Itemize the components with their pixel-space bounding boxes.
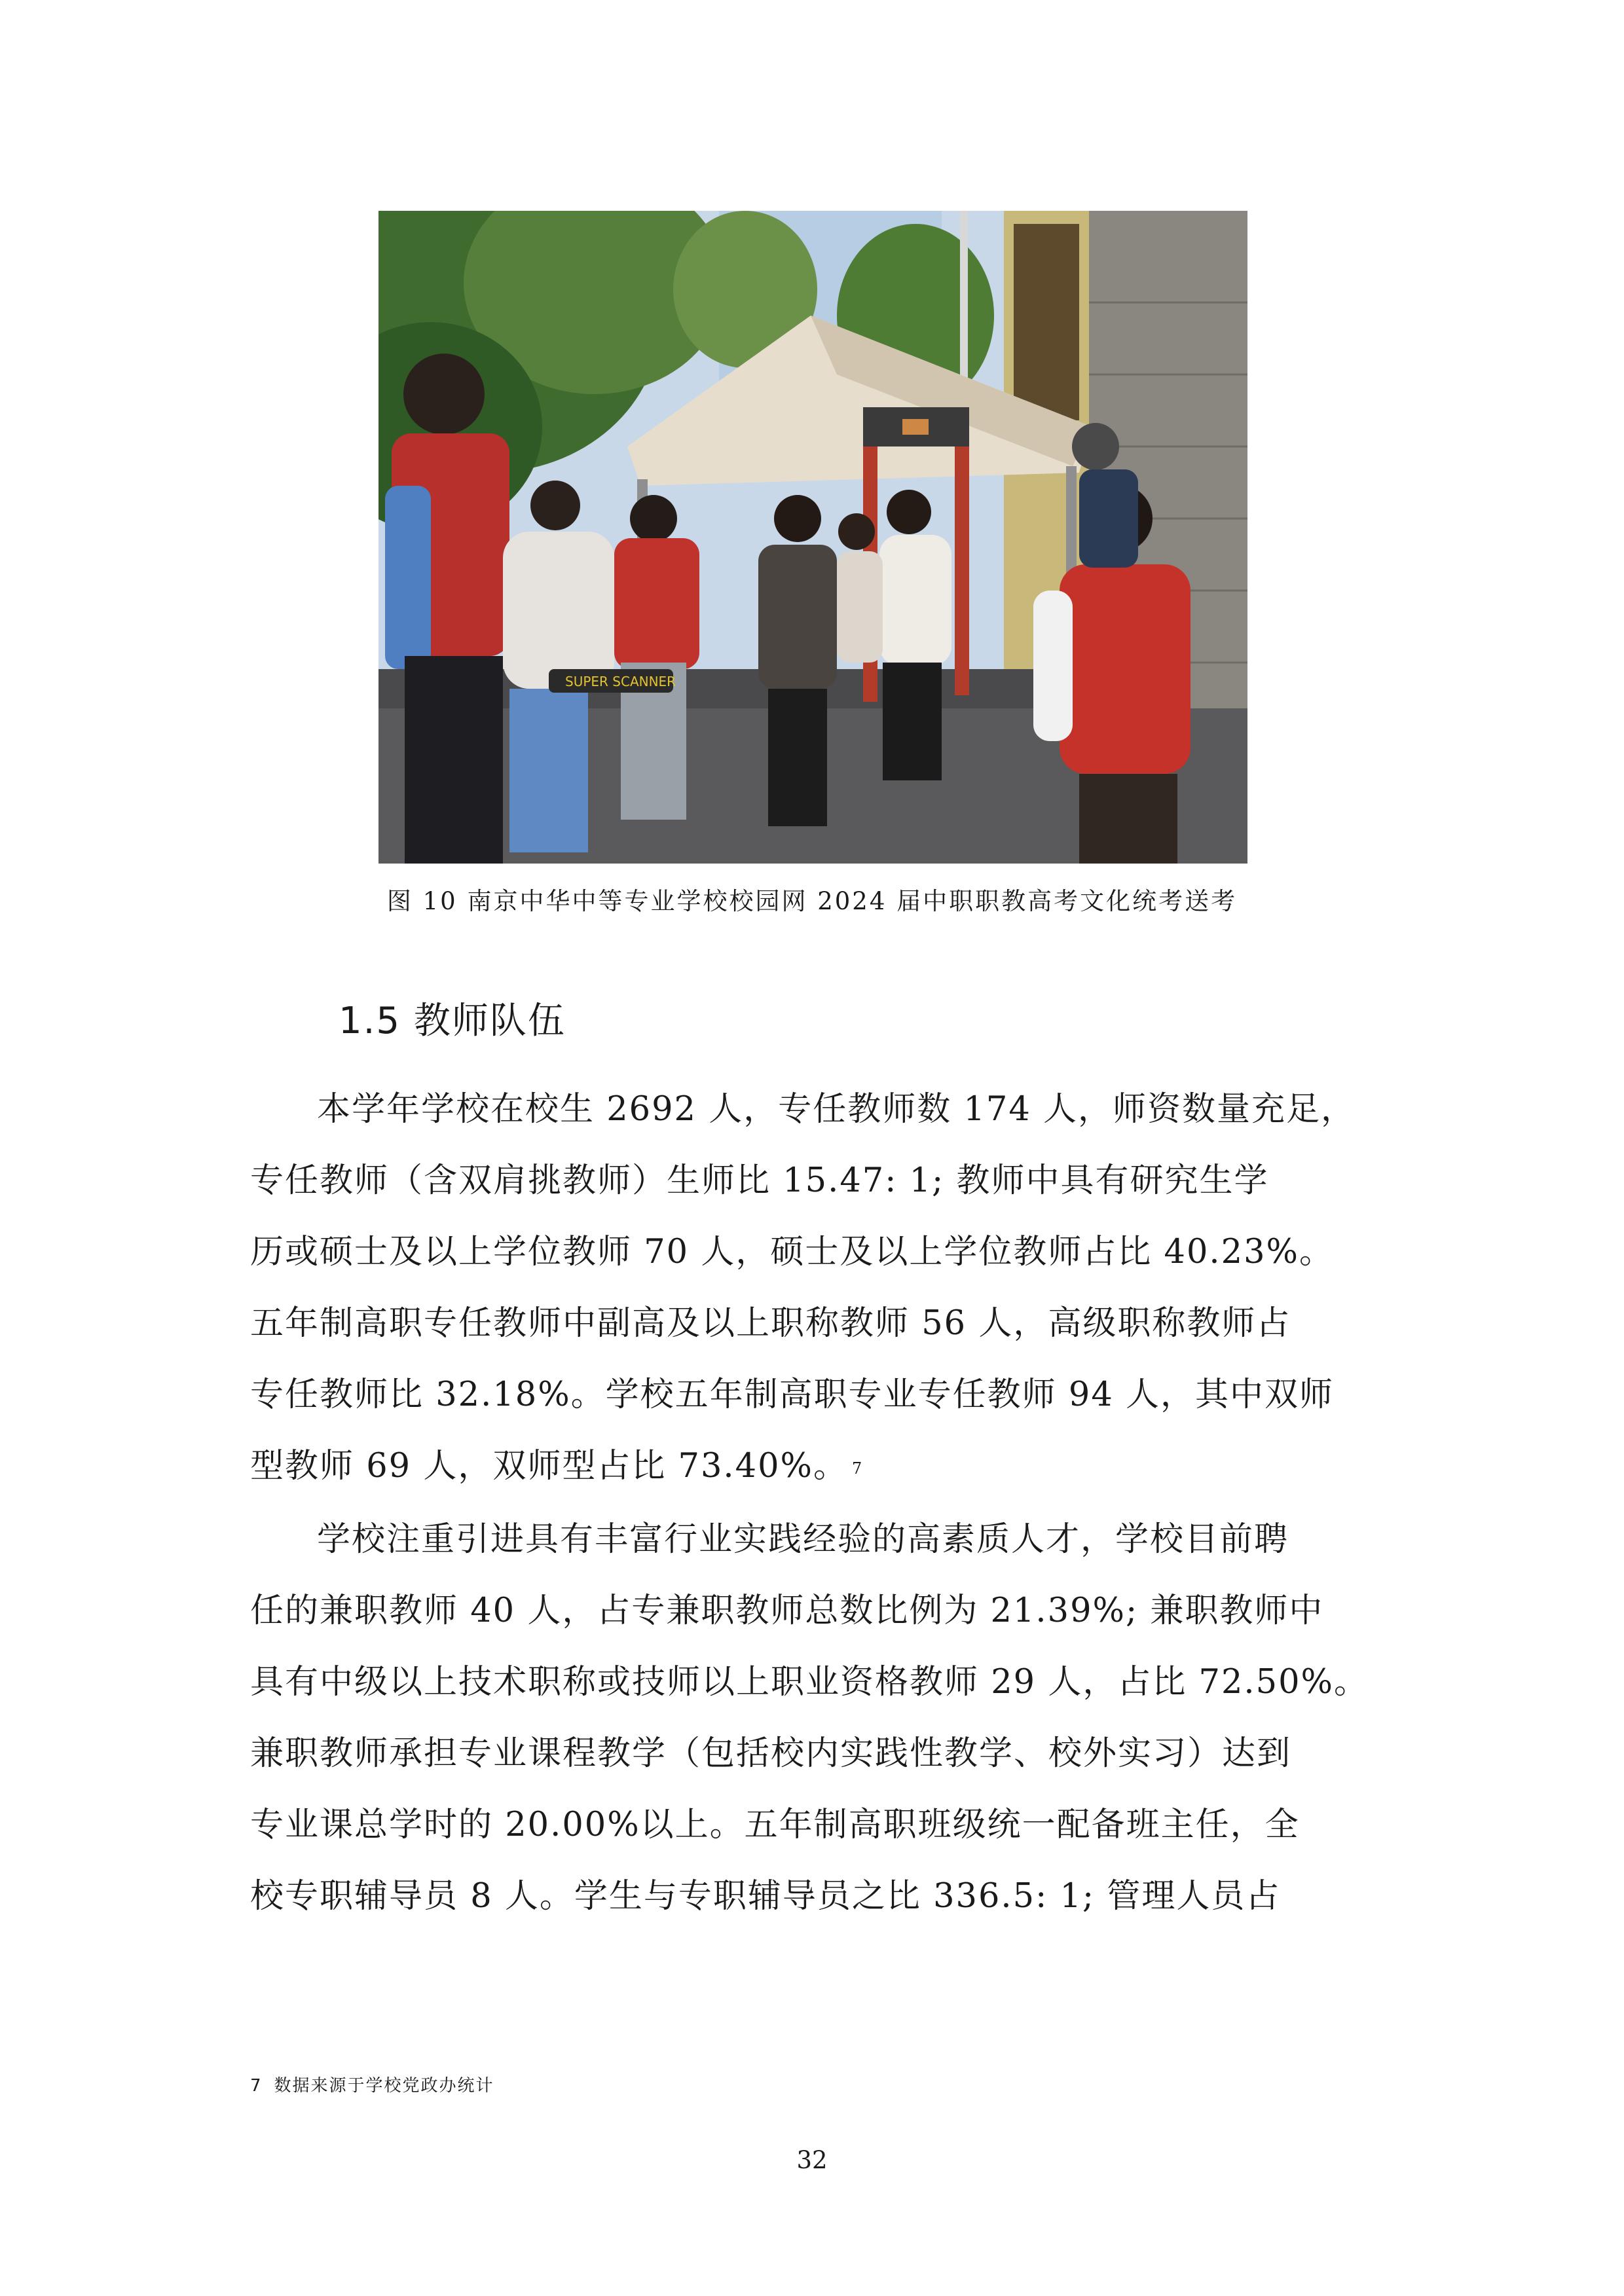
paragraph-last-line — [250, 1430, 1384, 1502]
page-number: 32 — [796, 2146, 828, 2174]
paragraph-line: 兼职教师承担专业课程教学（包括校内实践性教学、校外实习）达到 — [250, 1734, 1292, 1773]
scanner-label: SUPER SCANNER — [565, 674, 676, 689]
paragraph-line: 专业课总学时的 20.00%以上。五年制高职班级统一配备班主任，全 — [250, 1806, 1300, 1844]
paragraph-line: 校专职辅导员 8 人。学生与专职辅导员之比 336.5: 1; 管理人员占 — [250, 1877, 1281, 1916]
paragraph-line: 专任教师（含双肩挑教师）生师比 15.47: 1; 教师中具有研究生学 — [250, 1161, 1269, 1200]
footnote-number: 7 — [250, 2076, 263, 2096]
paragraph-line: 任的兼职教师 40 人，占专兼职教师总数比例为 21.39%; 兼职教师中 — [250, 1592, 1324, 1630]
paragraph-line: 型教师 69 人，双师型占比 73.40%。 — [250, 1447, 848, 1485]
paragraph-teacher-stats — [250, 1074, 1384, 1502]
figure-caption: 图 10 南京中华中等专业学校校园网 2024 届中职职教高考文化统考送考 — [386, 887, 1238, 915]
paragraph-line: 具有中级以上技术职称或技师以上职业资格教师 29 人，占比 72.50%。 — [250, 1663, 1369, 1702]
paragraph-line: 历或硕士及以上学位教师 70 人，硕士及以上学位教师占比 40.23%。 — [250, 1233, 1334, 1271]
paragraph-line: 本学年学校在校生 2692 人，专任教师数 174 人，师资数量充足， — [317, 1090, 1356, 1129]
figure-photo — [378, 211, 1247, 864]
section-heading: 1.5 教师队伍 — [339, 1000, 566, 1042]
paragraph-line: 五年制高职专任教师中副高及以上职称教师 56 人，高级职称教师占 — [250, 1304, 1291, 1343]
paragraph-line: 学校注重引进具有丰富行业实践经验的高素质人才，学校目前聘 — [317, 1520, 1289, 1559]
campus-entrance-photo — [378, 211, 1247, 864]
paragraph-part-time-teachers — [250, 1504, 1384, 1932]
paragraph-line: 专任教师比 32.18%。学校五年制高职专业专任教师 94 人，其中双师 — [250, 1376, 1334, 1414]
footnote-text: 数据来源于学校党政办统计 — [274, 2076, 494, 2096]
footnote-reference[interactable]: 7 — [852, 1459, 864, 1478]
footnote — [250, 2072, 494, 2096]
